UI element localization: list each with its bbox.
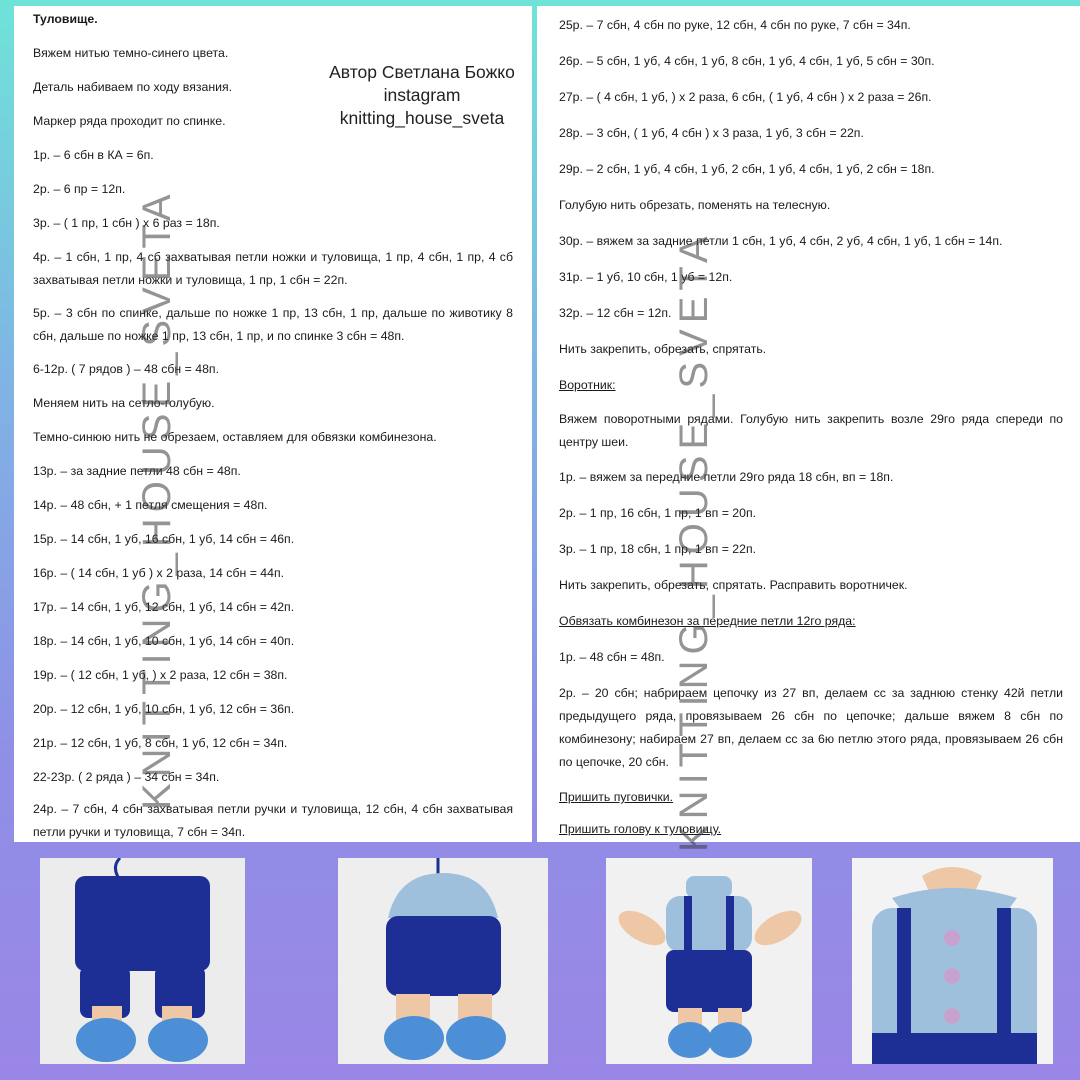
text-line: Маркер ряда проходит по спинке.: [33, 114, 226, 128]
crochet-collar-illustration: [852, 858, 1053, 1064]
text-line: Меняем нить на сетло-голубую.: [33, 396, 215, 410]
photo-body-with-arms: [606, 858, 812, 1064]
row-instruction: 6-12р. ( 7 рядов ) – 48 сбн = 48п.: [33, 362, 219, 376]
row-instruction: 4р. – 1 сбн, 1 пр, 4 сб захватывая петли ножки и туловища, 1 пр, 4 сбн, 1 пр, 4 сб захватывая петли ножки и туловища, 1 пр, 1 сбн = 22п.: [33, 250, 513, 287]
row-instruction: 3р. – 1 пр, 18 сбн, 1 пр, 1 вп = 22п.: [559, 542, 757, 556]
button-icon: [944, 968, 960, 984]
author-handle: knitting_house_sveta: [339, 108, 505, 128]
watermark-right: KNITTING_HOUSE_SVETA: [672, 230, 716, 852]
row-instruction: 1р. – 48 сбн = 48п.: [559, 650, 665, 664]
row-instruction: 25р. – 7 сбн, 4 сбн по руке, 12 сбн, 4 сбн по руке, 7 сбн = 34п.: [559, 18, 911, 32]
row-instruction: 1р. – вяжем за передние петли 29го ряда 18 сбн, вп = 18п.: [559, 470, 894, 484]
author-name: Автор Светлана Божко: [329, 62, 515, 82]
row-instruction: 16р. – ( 14 сбн, 1 уб ) х 2 раза, 14 сбн = 44п.: [33, 566, 285, 580]
row-instruction: 5р. – 3 сбн по спинке, дальше по ножке 1 пр, 13 сбн, 1 пр, дальше по животику 8 сбн, дальше по ножке 1 пр, 13 сбн, 1 пр, и по спинке 3 сбн = 48п.: [33, 306, 513, 343]
row-instruction: 22-23р. ( 2 ряда ) – 34 сбн = 34п.: [33, 770, 220, 784]
row-instruction: 2р. – 20 сбн; набрираем цепочку из 27 вп, делаем сс за заднюю стенку 42й петли предыдущего ряда, провязываем 26 сбн по цепочке; дальше вяжем 8 сбн по комбинезону; набираем 27 вп, делаем сс за 6ю петлю этого ряда, провязываем 26 сбн по цепочке, 20 сбн.: [559, 686, 1063, 769]
row-instruction: 1р. – 6 сбн в КА = 6п.: [33, 148, 154, 162]
text-line: Деталь набиваем по ходу вязания.: [33, 80, 233, 94]
section-title: Туловище.: [33, 12, 98, 26]
author-instagram-label: instagram: [383, 85, 461, 105]
text-line: Вяжем нитью темно-синего цвета.: [33, 46, 229, 60]
photo-body-back: [40, 858, 245, 1064]
row-instruction: 2р. – 1 пр, 16 сбн, 1 пр, 1 вп = 20п.: [559, 506, 757, 520]
collar-heading: Воротник:: [559, 378, 616, 392]
row-instruction: 28р. – 3 сбн, ( 1 уб, 4 сбн ) х 3 раза, 1 уб, 3 сбн = 22п.: [559, 126, 864, 140]
row-instruction: 27р. – ( 4 сбн, 1 уб, ) х 2 раза, 6 сбн, ( 1 уб, 4 сбн ) х 2 раза = 26п.: [559, 90, 932, 104]
crochet-body-back-illustration: [40, 858, 245, 1064]
row-instruction: 26р. – 5 сбн, 1 уб, 4 сбн, 1 уб, 8 сбн, 1 уб, 4 сбн, 1 уб, 5 сбн = 30п.: [559, 54, 935, 68]
row-instruction: 19р. – ( 12 сбн, 1 уб, ) х 2 раза, 12 сбн = 38п.: [33, 668, 288, 682]
row-instruction: 21р. – 12 сбн, 1 уб, 8 сбн, 1 уб, 12 сбн = 34п.: [33, 736, 288, 750]
row-instruction: 20р. – 12 сбн, 1 уб, 10 сбн, 1 уб, 12 сбн = 36п.: [33, 702, 295, 716]
collar-intro: Вяжем поворотными рядами. Голубую нить закрепить возле 29го ряда спереди по центру шеи.: [559, 412, 1063, 449]
crochet-body-side-illustration: [338, 858, 548, 1064]
row-instruction: 30р. – вяжем за задние петли 1 сбн, 1 уб, 4 сбн, 2 уб, 4 сбн, 1 уб, 1 сбн = 14п.: [559, 234, 1003, 248]
photo-body-side: [338, 858, 548, 1064]
buttons-instruction: Пришить пуговички.: [559, 790, 674, 804]
row-instruction: 2р. – 6 пр = 12п.: [33, 182, 126, 196]
crochet-body-arms-illustration: [606, 858, 812, 1064]
text-line: Темно-синюю нить не обрезаем, оставляем для обвязки комбинезона.: [33, 430, 437, 444]
head-instruction: Пришить голову к туловищу.: [559, 822, 722, 836]
author-credit: [304, 61, 532, 130]
row-instruction: 13р. – за задние петли 48 сбн = 48п.: [33, 464, 241, 478]
row-instruction: 14р. – 48 сбн, + 1 петля смещения = 48п.: [33, 498, 268, 512]
button-icon: [944, 930, 960, 946]
row-instruction: 31р. – 1 уб, 10 сбн, 1 уб = 12п.: [559, 270, 733, 284]
text-line: Нить закрепить, обрезать, спрятать. Расправить воротничек.: [559, 578, 908, 592]
photo-collar-closeup: [852, 858, 1053, 1064]
button-icon: [944, 1008, 960, 1024]
text-line: Голубую нить обрезать, поменять на телесную.: [559, 198, 831, 212]
left-pattern-page: [14, 6, 532, 842]
row-instruction: 15р. – 14 сбн, 1 уб, 16 сбн, 1 уб, 14 сбн = 46п.: [33, 532, 295, 546]
text-line: Нить закрепить, обрезать, спрятать.: [559, 342, 767, 356]
overall-heading: Обвязать комбинезон за передние петли 12го ряда:: [559, 614, 856, 628]
row-instruction: 24р. – 7 сбн, 4 сбн захватывая петли ручки и туловища, 12 сбн, 4 сбн захватывая петли ручки и туловища, 7 сбн = 34п.: [33, 802, 513, 839]
row-instruction: 32р. – 12 сбн = 12п.: [559, 306, 672, 320]
row-instruction: 17р. – 14 сбн, 1 уб, 12 сбн, 1 уб, 14 сбн = 42п.: [33, 600, 295, 614]
row-instruction: 3р. – ( 1 пр, 1 сбн ) х 6 раз = 18п.: [33, 216, 220, 230]
row-instruction: 18р. – 14 сбн, 1 уб, 10 сбн, 1 уб, 14 сбн = 40п.: [33, 634, 295, 648]
row-instruction: 29р. – 2 сбн, 1 уб, 4 сбн, 1 уб, 2 сбн, 1 уб, 4 сбн, 1 уб, 2 сбн = 18п.: [559, 162, 935, 176]
watermark-left: KNITTING_HOUSE_SVETA: [135, 188, 179, 810]
right-pattern-page: [537, 6, 1080, 842]
